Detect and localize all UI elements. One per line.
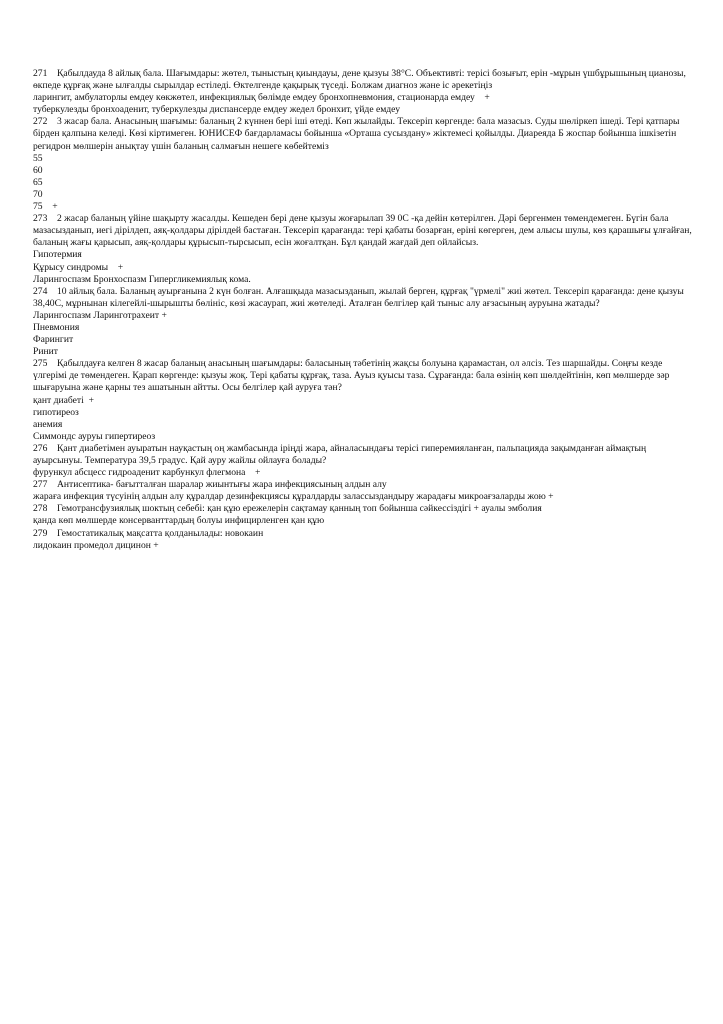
question-277: 277 Антисептика- бағытталған шаралар жиынтығы жара инфекциясының алдын алу [33, 479, 387, 491]
answer-271-2: туберкулезды бронхоаденит, туберкулезды диспансерде емдеу жедел бронхит, үйде емдеу [33, 104, 401, 116]
answer-273-3: Ларингоспазм Бронхоспазм Гипергликемиялық кома. [33, 273, 251, 285]
answer-275-1: қант диабеті + [33, 394, 94, 406]
question-276: 276 Қант диабетімен ауыратын науқастың оң жамбасында іріңді жара, айналасындағы терісі гиперемияланған, пальпацияда зақымданған аймақтың ауырсынуы. Температура 39,5 градус. Қай ауру жайлы ойлауға болады? [33, 442, 647, 466]
answer-277-1: жараға инфекция түсуінің алдын алу құралдар дезинфекциясы құралдарды залассыздандыру жарадағы микроағзаларды жою + [33, 491, 554, 503]
answer-275-2: гипотиреоз [33, 406, 79, 418]
question-275: 275 Қабылдауға келген 8 жасар баланың анасының шағымдары: баласының тәбетінің жақсы болуына қарамастан, ол әлсіз. Тез шаршайды. Соңғы кезде үлгерімі де төмендеген. Қарап көргенде: қызуы жоқ. Тері қабаты құрғақ, таза. Ауыз қуысы таза. Сұрағанда: бала өзінің көп шөлдейтінін, көп мөлшерде зәр шығаруына және қарны тез ашатынын айтты. Осы белгілер қай ауруға тән? [33, 358, 670, 394]
question-274: 274 10 айлық бала. Баланың ауырғанына 2 күн болған. Алғашқыда мазасызданып, жылай берген, құрғақ "үрмелі" жиі жөтел. Тексеріп қарағанда: дене қызуы 38,40С, мұрнынан кілегейлі-шырышты бөлініс, көзі жасаурап, жиі жөтеледі. Аталған белгілер қай тыныс алу ағзасының ауруына жатады? [33, 285, 684, 309]
answer-272-5: 75 + [33, 201, 58, 213]
answer-279-1: лидокаин промедол дицинон + [33, 539, 159, 551]
answer-272-1: 55 [33, 152, 43, 164]
answer-272-4: 70 [33, 188, 43, 200]
answer-272-3: 65 [33, 176, 43, 188]
document-body [33, 68, 693, 552]
answer-275-4: Симмондс ауруы гипертиреоз [33, 430, 156, 442]
answer-272-2: 60 [33, 164, 43, 176]
answer-271-1: ларингит, амбулаторлы емдеу көкжөтел, инфекциялық бөлімде емдеу бронхопневмония, стационарда емдеу + [33, 92, 490, 104]
question-272: 272 3 жасар бала. Анасының шағымы: баланың 2 күннен бері іші өтеді. Көп жылайды. Тексеріп көргенде: бала мазасыз. Суды шөліркеп ішеді. Тері қатпары бірден қалпына келеді. Көзі кіртимеген. ЮНИСЕФ бағдарламасы бойынша «Орташа сусыздану» жіктемесі қойылды. Диареяда Б жоспар бойынша ішкізетін регидрон мөлшерін анықтау үшін баланың салмағын нешеге көбейтеміз [33, 116, 680, 152]
answer-278-1: қанда көп мөлшерде консерванттардың болуы инфицирленген қан құю [33, 515, 325, 527]
answer-274-1: Ларингоспазм Ларинготрахеит + [33, 309, 167, 321]
question-273: 273 2 жасар баланың үйіне шақырту жасалды. Кешеден бері дене қызуы жоғарылап 39 0С -қа дейін көтерілген. Дәрі бергенмен төмендемеген. Бүгін бала мазасызданып, иегі дірілдеп, аяқ-қолдары дірілдей бастаған. Тексеріп қарағанда: тері қабаты бозарған, еріні көгерген, дем алысы шулы, көз қарашығы ұлғайған, баланың жағы қарысып, аяқ-қолдары құрысып-тырсысып, есін жоғалтқан. Бұл қандай жағдай деп ойлайсыз. [33, 213, 692, 249]
question-279: 279 Гемостатикалық мақсатта қолданылады: новокаин [33, 527, 264, 539]
answer-274-2: Пневмония [33, 321, 80, 333]
answer-273-2: Құрысу синдромы + [33, 261, 124, 273]
answer-275-3: анемия [33, 418, 63, 430]
answer-274-3: Фарингит [33, 334, 74, 346]
question-271: 271 Қабылдауда 8 айлық бала. Шағымдары: жөтел, тыныстың қиындауы, дене қызуы 38°С. Объективті: терісі бозығыт, ерін -мұрын үшбұрышының цианозы, өкпеде құрғақ және ылғалды сырылдар естіледі. Өктелгенде қақырық түседі. Болжам диагноз және іс әрекетіңіз [33, 68, 686, 92]
answer-276-1: фурункул абсцесс гидроаденит карбункул флегмона + [33, 467, 261, 479]
question-278: 278 Гемотрансфузиялық шоктың себебі: қан құю ережелерін сақтамау қанның топ бойынша сәйкессіздігі + ауалы эмболия [33, 503, 542, 515]
answer-273-1: Гипотермия [33, 249, 82, 261]
answer-274-4: Ринит [33, 346, 58, 358]
